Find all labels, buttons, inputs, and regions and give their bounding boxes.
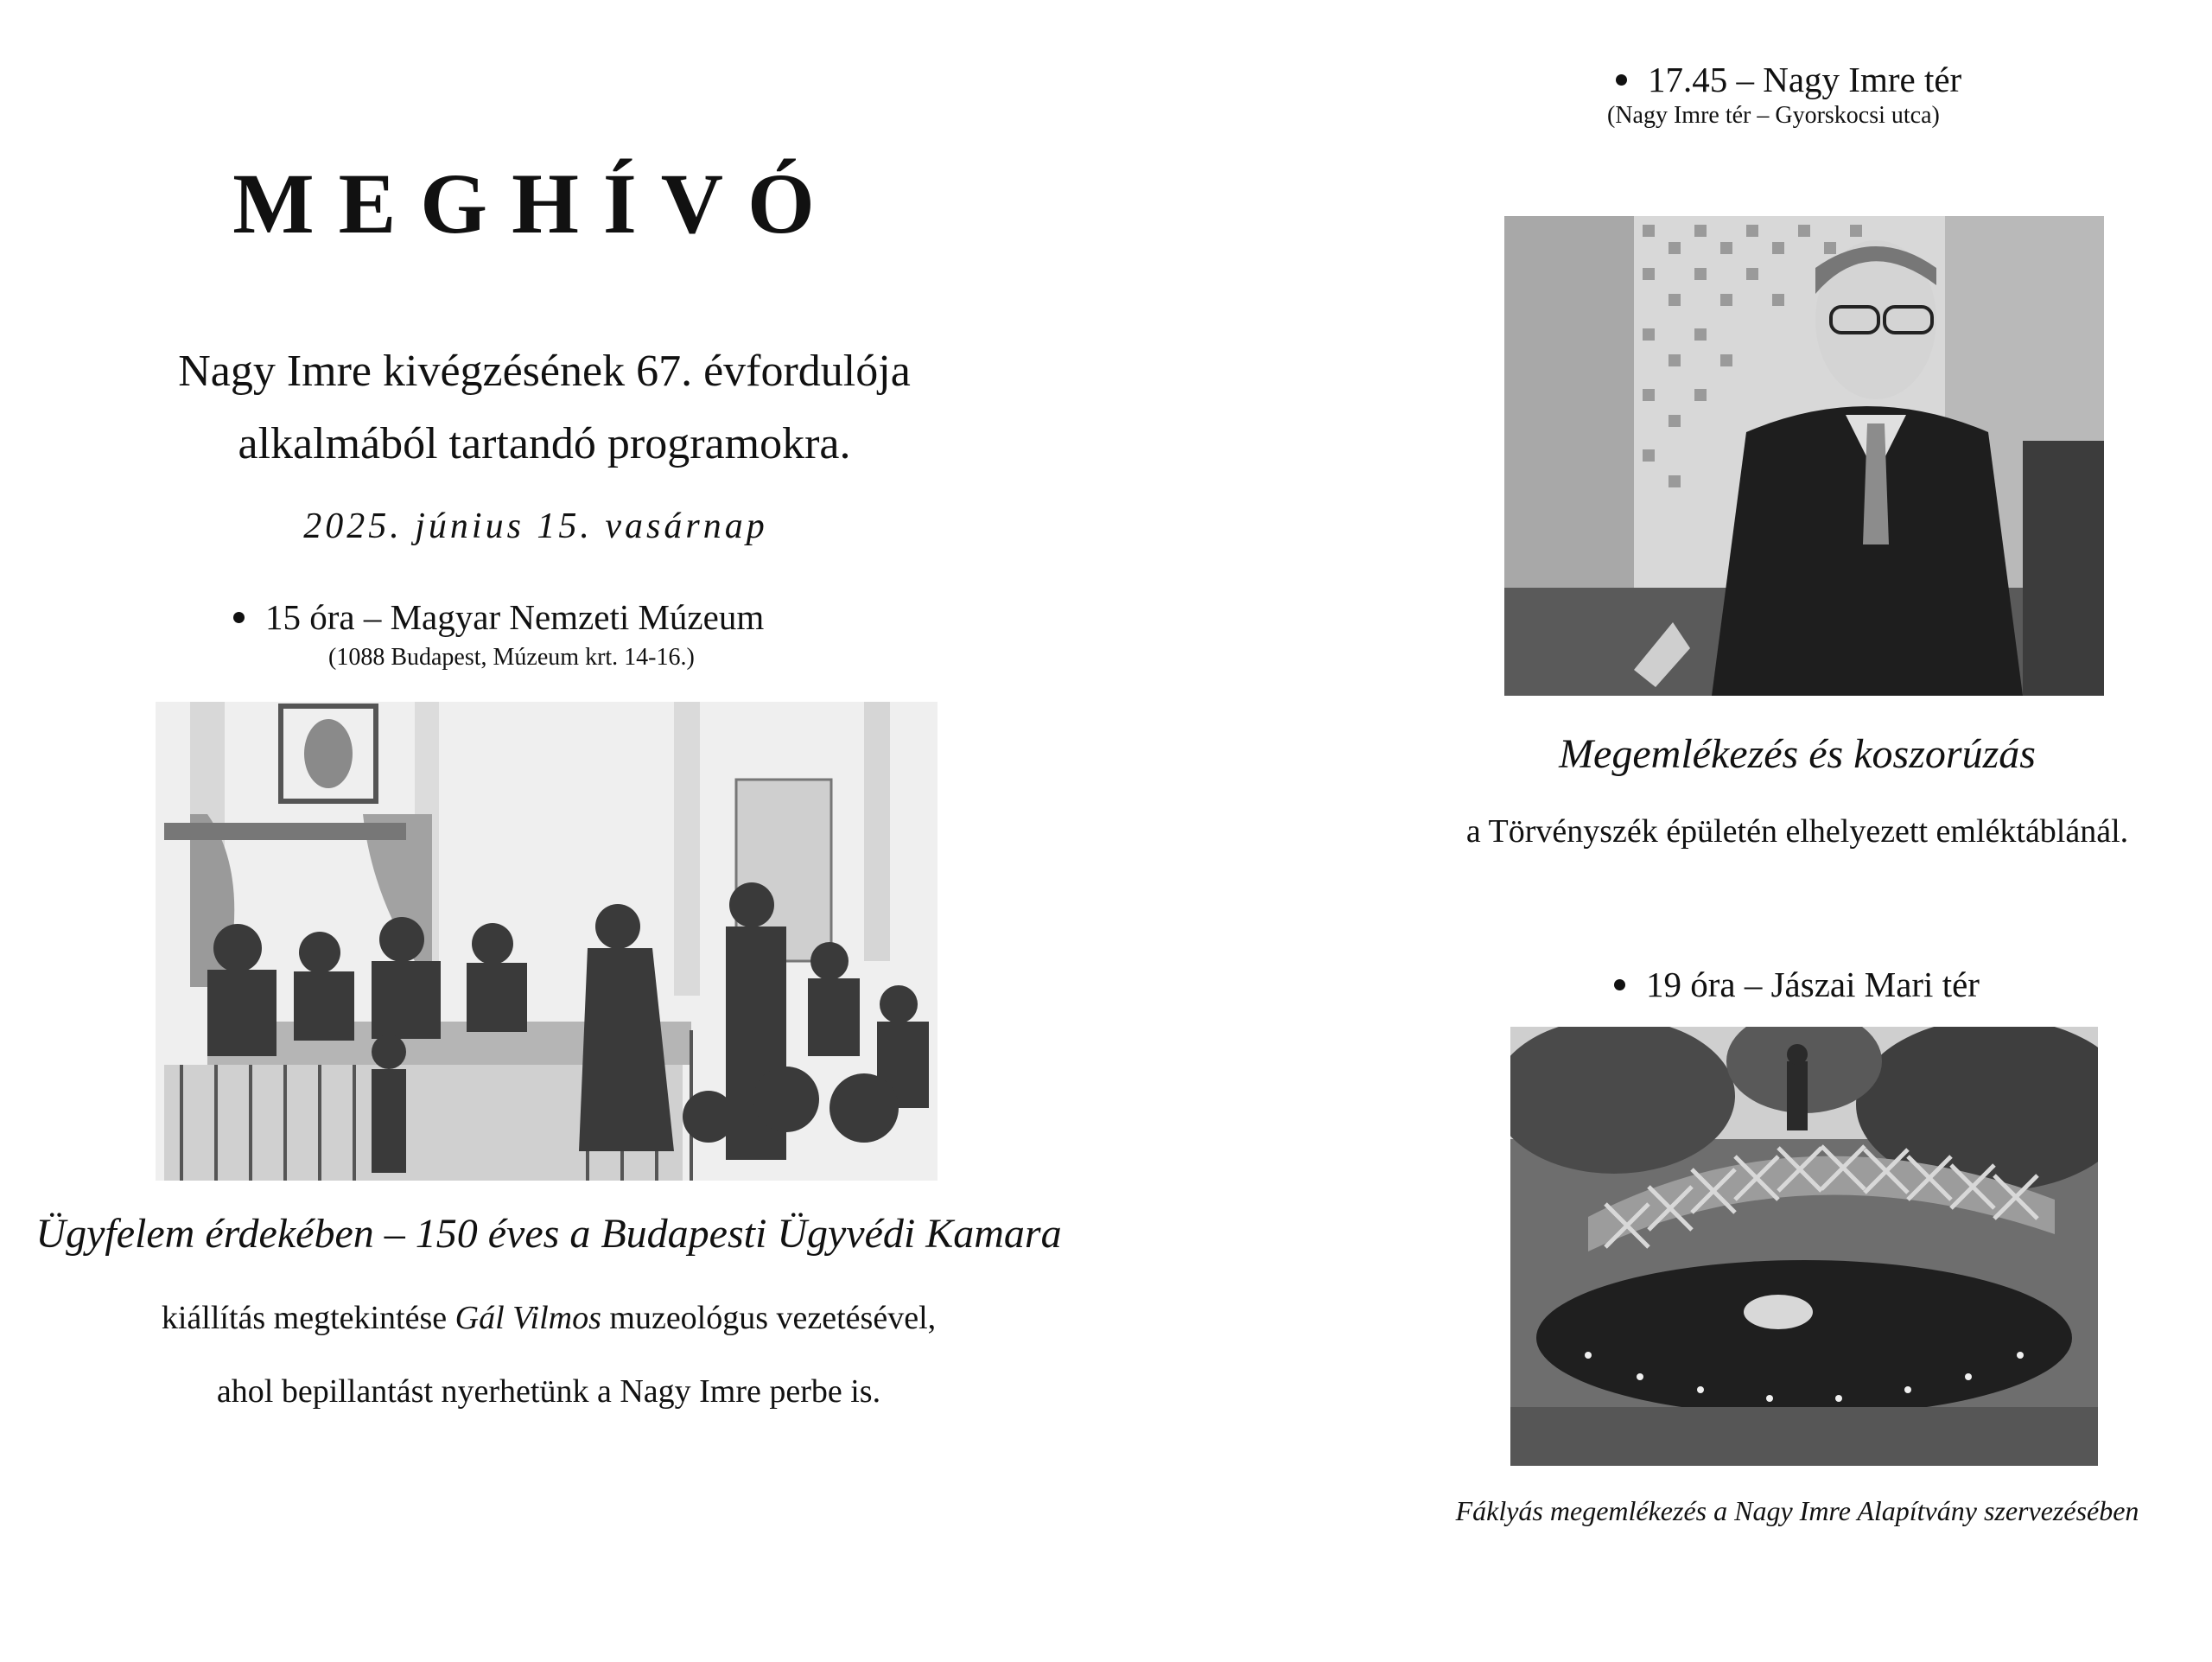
subtitle (69, 335, 1020, 481)
event-2-description: a Törvényszék épületén elhelyezett emléktáblánál. (1465, 813, 2129, 850)
event-3-caption: Fáklyás megemlékezés a Nagy Imre Alapítvány szervezésében (1455, 1495, 2139, 1526)
event-date: 2025. június 15. vasárnap (303, 506, 768, 546)
subtitle-line-2: alkalmából tartandó programokra. (238, 419, 851, 468)
event-1-description-before: kiállítás megtekintése (161, 1300, 455, 1336)
event-1-description-line-2: ahol bepillantást nyerhetünk a Nagy Imre perbe is. (216, 1373, 881, 1410)
bullet-icon (1614, 979, 1625, 990)
event-3-heading (1614, 964, 2133, 1005)
event-1-address: (1088 Budapest, Múzeum krt. 14-16.) (328, 644, 695, 671)
event-2-heading (1616, 59, 2134, 100)
event-3-time-place: 19 óra – Jászai Mari tér (1646, 965, 1980, 1004)
courtroom-engraving-image (156, 702, 938, 1181)
event-1-heading (233, 596, 925, 638)
nagy-imre-portrait-image (1504, 216, 2104, 696)
page-title: MEGHÍVÓ (232, 156, 839, 252)
guide-name: Gál Vilmos (454, 1300, 601, 1336)
event-2-address: (Nagy Imre tér – Gyorskocsi utca) (1607, 102, 1940, 129)
bridge-photo-illustration (1510, 1027, 2098, 1466)
subtitle-line-1: Nagy Imre kivégzésének 67. évfordulója (178, 347, 911, 396)
event-2-title: Megemlékezés és koszorúzás (1559, 731, 2036, 777)
bullet-icon (1616, 74, 1627, 86)
event-1-title: Ügyfelem érdekében – 150 éves a Budapesti Ügyvédi Kamara (35, 1211, 1062, 1257)
bullet-icon (233, 612, 245, 623)
event-1-description-after: muzeológus vezetésével, (601, 1300, 937, 1336)
event-1-description-line-1 (0, 1299, 1097, 1337)
event-2-time-place: 17.45 – Nagy Imre tér (1648, 60, 1962, 99)
portrait-photo-illustration (1504, 216, 2104, 696)
memorial-bridge-image (1510, 1027, 2098, 1466)
event-1-time-place: 15 óra – Magyar Nemzeti Múzeum (265, 597, 765, 637)
courtroom-engraving-illustration (156, 702, 938, 1181)
